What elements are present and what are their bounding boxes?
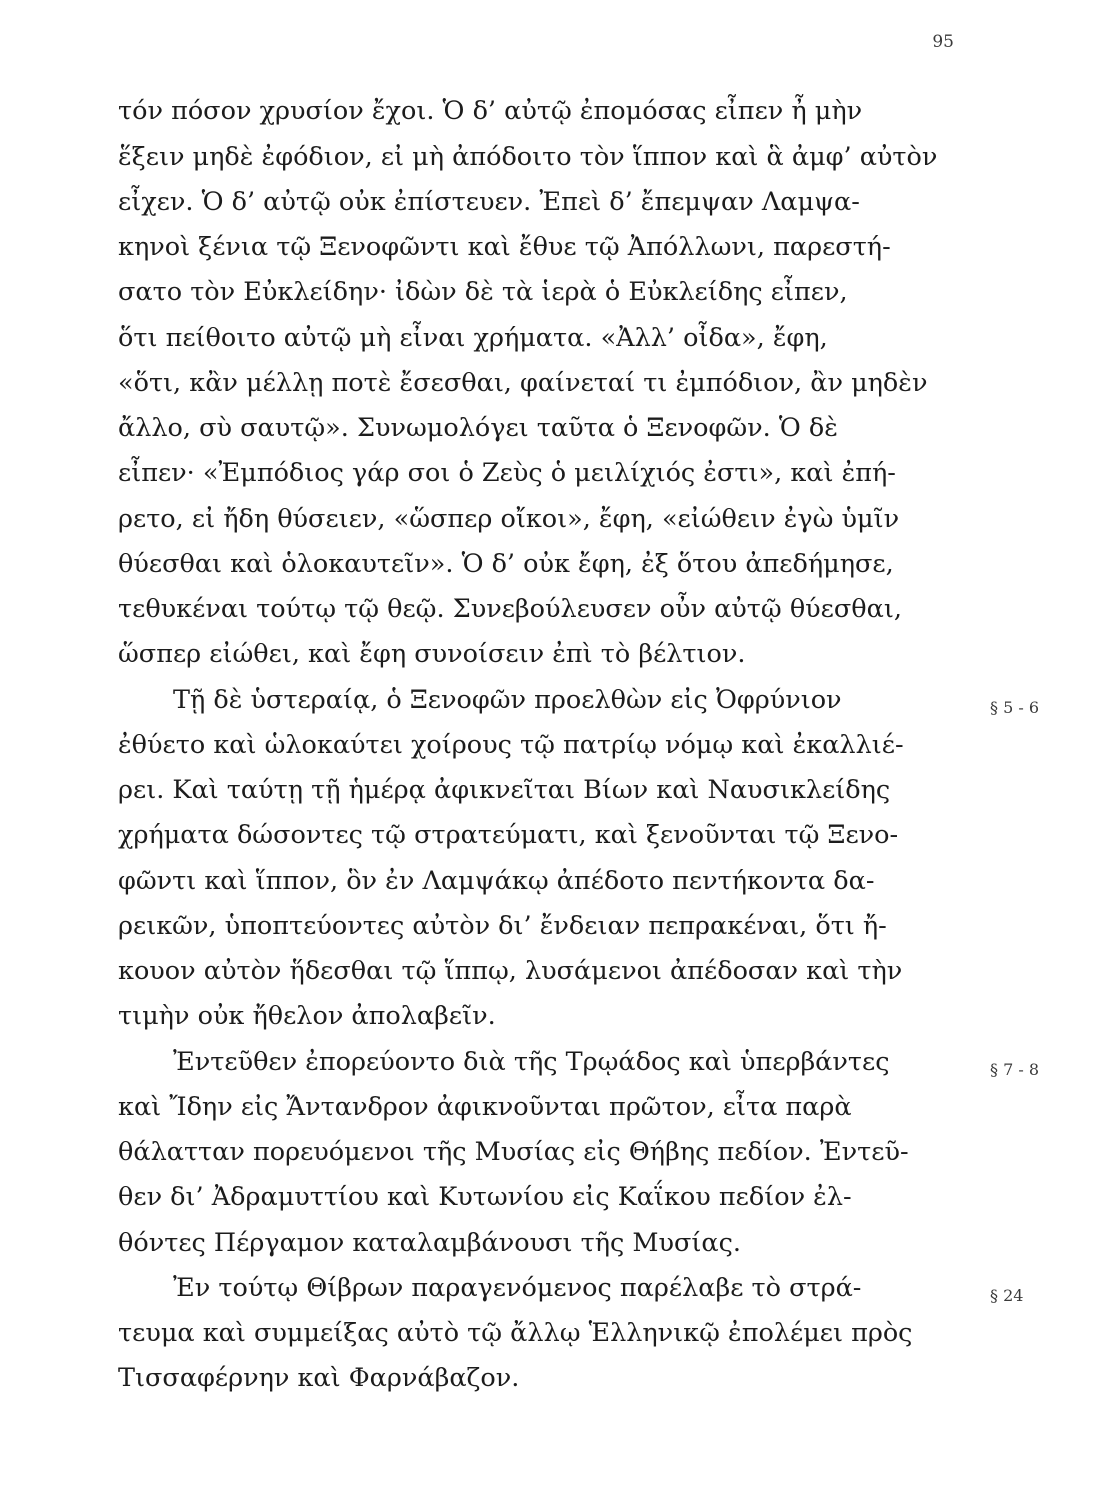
text-line: ἕξειν μηδὲ ἐφόδιον, εἰ μὴ ἀπόδοιτο τὸν ἵππον καὶ ἃ ἀμφ’ αὐτὸν	[118, 142, 938, 172]
text-line: ἐθύετο καὶ ὡλοκαύτει χοίρους τῷ πατρίῳ νόμῳ καὶ ἐκαλλιέ-	[118, 730, 904, 760]
text-line: θεν δι’ Ἀδραμυττίου καὶ Κυτωνίου εἰς Καΐκου πεδίον ἐλ-	[118, 1182, 852, 1212]
text-line: εἶπεν· «Ἐμπόδιος γάρ σοι ὁ Ζεὺς ὁ μειλίχιός ἐστι», καὶ ἐπή-	[118, 458, 896, 488]
section-reference: § 24	[990, 1286, 1024, 1305]
text-line: θύεσθαι καὶ ὁλοκαυτεῖν». Ὁ δ’ οὐκ ἔφη, ἐξ ὅτου ἀπεδήμησε,	[118, 549, 894, 579]
text-line: ρεικῶν, ὑποπτεύοντες αὐτὸν δι’ ἔνδειαν πεπρακέναι, ὅτι ἤ-	[118, 911, 887, 941]
text-line: χρήματα δώσοντες τῷ στρατεύματι, καὶ ξενοῦνται τῷ Ξενο-	[118, 820, 899, 850]
text-line: «ὅτι, κἂν μέλλῃ ποτὲ ἔσεσθαι, φαίνεταί τι ἐμπόδιον, ἂν μηδὲν	[118, 368, 928, 398]
text-line: θόντες Πέργαμον καταλαμβάνουσι τῆς Μυσίας.	[118, 1228, 742, 1258]
text-line: τόν πόσον χρυσίον ἔχοι. Ὁ δ’ αὐτῷ ἐπομόσας εἶπεν ἦ μὴν	[118, 96, 863, 126]
text-line: σατο τὸν Εὐκλείδην· ἰδὼν δὲ τὰ ἱερὰ ὁ Εὐκλείδης εἶπεν,	[118, 277, 848, 307]
text-line: ὅτι πείθοιτο αὐτῷ μὴ εἶναι χρήματα. «Ἀλλ’ οἶδα», ἔφη,	[118, 323, 828, 353]
text-line: κουον αὐτὸν ἥδεσθαι τῷ ἵππῳ, λυσάμενοι ἀπέδοσαν καὶ τὴν	[118, 956, 903, 986]
text-line: ρει. Καὶ ταύτῃ τῇ ἡμέρᾳ ἀφικνεῖται Βίων καὶ Ναυσικλείδης	[118, 775, 891, 805]
text-line: Τισσαφέρνην καὶ Φαρνάβαζον.	[118, 1363, 520, 1393]
text-line: ἄλλο, σὺ σαυτῷ». Συνωμολόγει ταῦτα ὁ Ξενοφῶν. Ὁ δὲ	[118, 413, 838, 443]
text-line: ὥσπερ εἰώθει, καὶ ἔφη συνοίσειν ἐπὶ τὸ βέλτιον.	[118, 639, 746, 669]
text-line: τευμα καὶ συμμείξας αὐτὸ τῷ ἄλλῳ Ἑλληνικῷ ἐπολέμει πρὸς	[118, 1318, 913, 1348]
text-line: κηνοὶ ξένια τῷ Ξενοφῶντι καὶ ἔθυε τῷ Ἀπόλλωνι, παρεστή-	[118, 232, 891, 262]
text-line: θάλατταν πορευόμενοι τῆς Μυσίας εἰς Θήβης πεδίον. Ἐντεῦ-	[118, 1137, 909, 1167]
text-line: καὶ Ἴδην εἰς Ἄντανδρον ἀφικνοῦνται πρῶτον, εἶτα παρὰ	[118, 1092, 852, 1122]
text-line: τιμὴν οὐκ ἤθελον ἀπολαβεῖν.	[118, 1001, 496, 1031]
text-line: φῶντι καὶ ἵππον, ὃν ἐν Λαμψάκῳ ἀπέδοτο πεντήκοντα δα-	[118, 866, 875, 896]
text-line: ρετο, εἰ ἤδη θύσειεν, «ὥσπερ οἴκοι», ἔφη, «εἰώθειν ἐγὼ ὑμῖν	[118, 504, 900, 534]
text-line: τεθυκέναι τούτῳ τῷ θεῷ. Συνεβούλευσεν οὖν αὐτῷ θύεσθαι,	[118, 594, 902, 624]
text-line: Τῇ δὲ ὑστεραίᾳ, ὁ Ξενοφῶν προελθὼν εἰς Ὀφρύνιον	[173, 685, 842, 715]
section-reference: § 5 - 6	[990, 698, 1040, 717]
text-line: Ἐν τούτῳ Θίβρων παραγενόμενος παρέλαβε τὸ στρά-	[173, 1273, 862, 1303]
page-number: 95	[932, 32, 954, 52]
section-reference: § 7 - 8	[990, 1060, 1040, 1079]
text-line: Ἐντεῦθεν ἐπορεύοντο διὰ τῆς Τρῳάδος καὶ ὑπερβάντες	[173, 1047, 890, 1077]
text-line: εἶχεν. Ὁ δ’ αὐτῷ οὐκ ἐπίστευεν. Ἐπεὶ δ’ ἔπεμψαν Λαμψα-	[118, 187, 860, 217]
